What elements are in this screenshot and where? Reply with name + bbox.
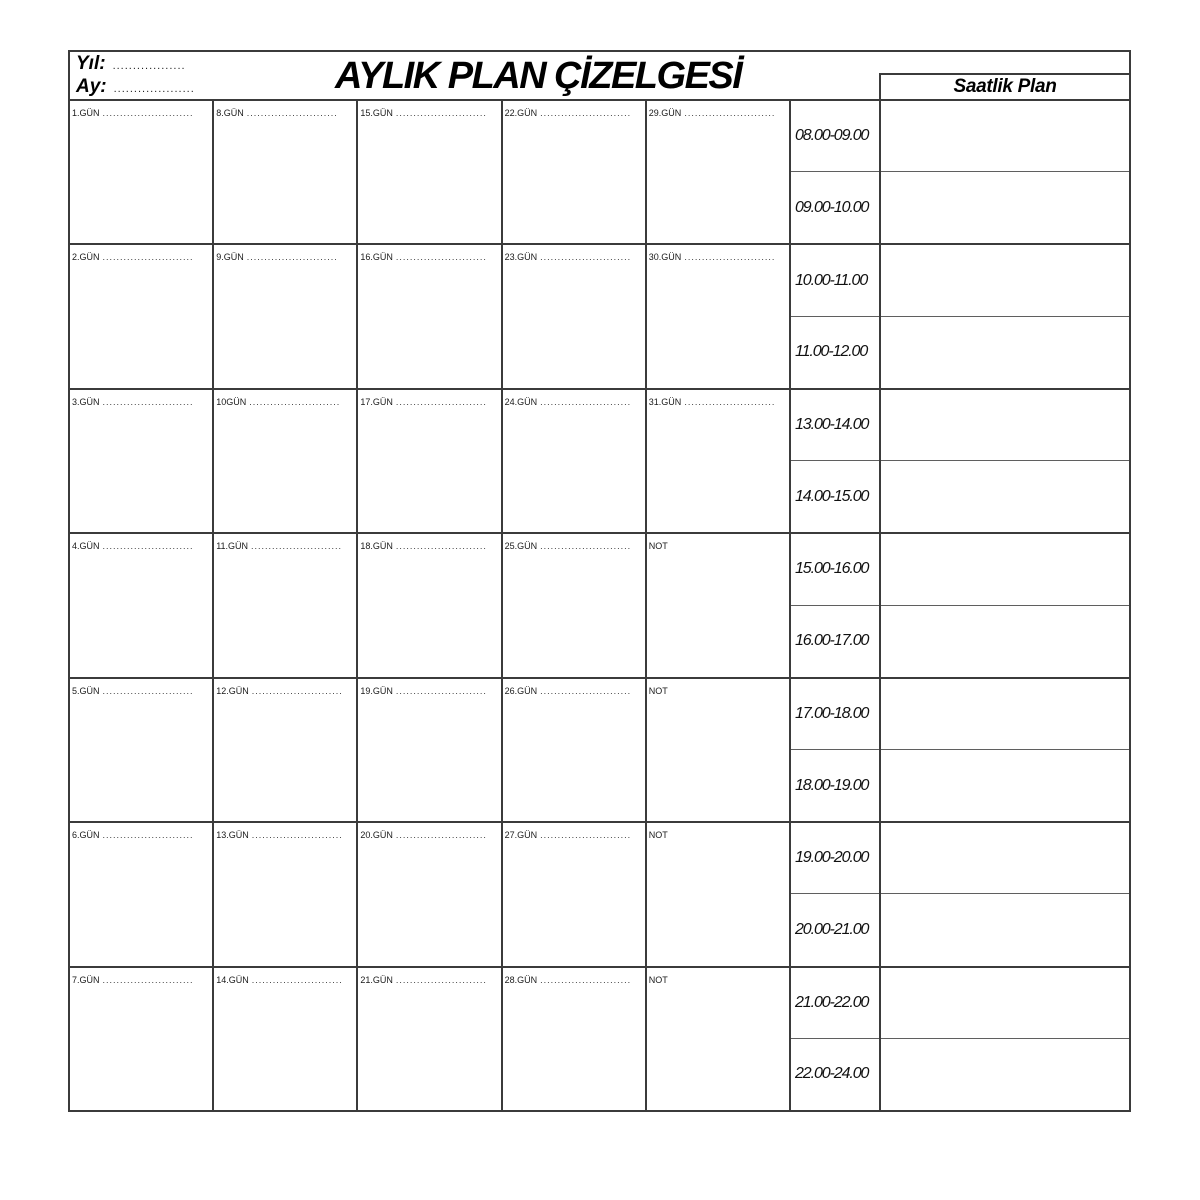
day-cell-label: 24.GÜN [504,396,538,407]
day-cell[interactable] [214,532,358,676]
monthly-plan-sheet [68,50,1131,1112]
day-cell-label: 31.GÜN [648,396,682,407]
day-cell-write-line: .......................... [395,830,487,841]
day-cell-write-line: .......................... [395,108,487,118]
hourly-plan-cell[interactable] [881,171,1129,243]
day-cell[interactable] [647,99,791,243]
day-cell-write-line: .......................... [684,108,776,118]
day-cell[interactable] [358,532,502,676]
day-cell-write-line: .......................... [102,252,194,263]
day-cell[interactable] [503,243,647,387]
note-cell[interactable] [647,821,791,965]
time-slot-label: 21.00-22.00 [791,966,879,1038]
day-cell-write-line: .......................... [540,252,632,263]
day-cell[interactable] [70,99,214,243]
time-slot-label: 13.00-14.00 [791,388,879,460]
note-cell[interactable] [647,532,791,676]
day-cell-write-line: .......................... [251,541,343,552]
day-cell-write-line: .......................... [395,685,487,696]
time-slot-label: 17.00-18.00 [791,677,879,749]
day-cell-label: 18.GÜN [360,541,393,552]
day-cell-label: 9.GÜN [216,252,244,263]
hourly-plan-cell[interactable] [881,893,1129,965]
hourly-plan-cell[interactable] [881,821,1129,893]
day-cell[interactable] [214,677,358,821]
hourly-plan-cell[interactable] [881,316,1129,388]
day-cell-write-line: .......................... [684,396,776,407]
day-cell[interactable] [214,99,358,243]
year-label: Yıl: [76,53,106,74]
day-cell-label: 17.GÜN [360,396,393,407]
day-cell-write-line: .......................... [251,830,343,841]
time-slot-label: 10.00-11.00 [791,243,879,315]
day-cell[interactable] [70,821,214,965]
note-cell-label: NOT [648,685,668,696]
hourly-plan-column [879,99,1129,1110]
hourly-plan-cell[interactable] [881,460,1129,532]
hourly-plan-header: Saatlik Plan [879,73,1129,99]
time-slot-label: 22.00-24.00 [791,1038,879,1110]
day-cell-label: 6.GÜN [72,830,100,841]
note-cell-label: NOT [648,830,668,841]
day-cell[interactable] [358,388,502,532]
day-cell-write-line: .......................... [102,108,194,118]
time-slot-label: 19.00-20.00 [791,821,879,893]
day-cell[interactable] [503,99,647,243]
day-cell-write-line: .......................... [102,396,194,407]
day-cell-write-line: .......................... [246,252,338,263]
day-cell-write-line: .......................... [395,396,487,407]
day-cell-write-line: .......................... [540,396,632,407]
day-cell-label: 21.GÜN [360,974,393,985]
day-cell[interactable] [358,821,502,965]
day-cell-label: 8.GÜN [216,108,244,118]
day-cell-write-line: .......................... [684,252,776,263]
note-cell[interactable] [647,677,791,821]
day-cell-write-line: .......................... [251,974,343,985]
day-cell-write-line: .......................... [540,541,632,552]
day-cell-label: 28.GÜN [504,974,538,985]
day-cell-label: 2.GÜN [72,252,100,263]
time-slot-label: 20.00-21.00 [791,893,879,965]
month-field[interactable] [76,76,195,99]
year-write-line[interactable]: .................. [112,60,186,72]
day-cell-write-line: .......................... [246,108,338,118]
time-slot-label: 16.00-17.00 [791,605,879,677]
day-cell-label: 5.GÜN [72,685,100,696]
day-cell-label: 10GÜN [216,396,247,407]
day-cell-label: 15.GÜN [360,108,393,118]
day-cell-label: 29.GÜN [648,108,682,118]
day-cell-write-line: .......................... [540,974,632,985]
day-cell-label: 22.GÜN [504,108,538,118]
day-cell-label: 1.GÜN [72,108,100,118]
hourly-plan-cell[interactable] [881,966,1129,1038]
day-cell[interactable] [214,243,358,387]
day-cell-write-line: .......................... [249,396,341,407]
hourly-plan-cell[interactable] [881,1038,1129,1110]
year-month-block [76,53,195,99]
time-slot-label: 09.00-10.00 [791,171,879,243]
hourly-plan-cell[interactable] [881,605,1129,677]
day-cell-label: 4.GÜN [72,541,100,552]
day-cell[interactable] [503,388,647,532]
day-cell[interactable] [214,388,358,532]
day-cell-label: 12.GÜN [216,685,249,696]
day-cell[interactable] [503,677,647,821]
time-slot-label: 11.00-12.00 [791,316,879,388]
year-field[interactable] [76,53,195,76]
day-cell[interactable] [70,243,214,387]
day-cell[interactable] [358,243,502,387]
day-grid [70,99,791,1110]
note-cell-label: NOT [648,541,668,552]
day-cell[interactable] [647,243,791,387]
day-cell[interactable] [358,99,502,243]
day-cell-write-line: .......................... [540,685,632,696]
day-cell[interactable] [503,821,647,965]
day-cell[interactable] [358,677,502,821]
day-cell-write-line: .......................... [102,974,194,985]
day-cell[interactable] [70,532,214,676]
day-cell[interactable] [503,966,647,1110]
day-cell[interactable] [358,966,502,1110]
month-label: Ay: [76,76,107,97]
page-title: AYLIK PLAN ÇİZELGESİ [335,55,742,97]
hourly-plan-cell[interactable] [881,243,1129,315]
day-cell-write-line: .......................... [540,108,632,118]
note-cell-label: NOT [648,974,668,985]
day-cell-label: 27.GÜN [504,830,538,841]
day-cell-write-line: .......................... [395,974,487,985]
time-slot-label-column [791,99,879,1110]
day-cell-label: 14.GÜN [216,974,249,985]
hourly-plan-cell[interactable] [881,677,1129,749]
day-cell-label: 30.GÜN [648,252,682,263]
time-slot-label: 08.00-09.00 [791,99,879,171]
day-cell[interactable] [214,966,358,1110]
day-cell-label: 16.GÜN [360,252,393,263]
time-slot-label: 14.00-15.00 [791,460,879,532]
day-cell[interactable] [647,388,791,532]
day-cell-label: 7.GÜN [72,974,100,985]
day-cell[interactable] [503,532,647,676]
day-cell[interactable] [70,677,214,821]
day-cell-write-line: .......................... [102,685,194,696]
day-cell-label: 19.GÜN [360,685,393,696]
hourly-plan-cell[interactable] [881,388,1129,460]
hourly-plan-cell[interactable] [881,749,1129,821]
day-cell-write-line: .......................... [251,685,343,696]
day-cell-write-line: .......................... [102,541,194,552]
day-cell-label: 20.GÜN [360,830,393,841]
time-slot-label: 18.00-19.00 [791,749,879,821]
day-cell[interactable] [214,821,358,965]
hourly-plan-cell[interactable] [881,99,1129,171]
day-cell[interactable] [70,966,214,1110]
day-cell-label: 3.GÜN [72,396,100,407]
day-cell-write-line: .......................... [395,541,487,552]
day-cell-label: 13.GÜN [216,830,249,841]
day-cell-write-line: .......................... [102,830,194,841]
header-band [70,52,1129,99]
note-cell[interactable] [647,966,791,1110]
day-cell-write-line: .......................... [395,252,487,263]
day-cell-label: 25.GÜN [504,541,538,552]
day-cell-label: 11.GÜN [216,541,249,552]
day-cell-write-line: .......................... [540,830,632,841]
hourly-plan-cell[interactable] [881,532,1129,604]
time-slot-label: 15.00-16.00 [791,532,879,604]
day-cell-label: 26.GÜN [504,685,538,696]
month-write-line[interactable]: .................... [113,83,195,95]
day-cell[interactable] [70,388,214,532]
day-cell-label: 23.GÜN [504,252,538,263]
